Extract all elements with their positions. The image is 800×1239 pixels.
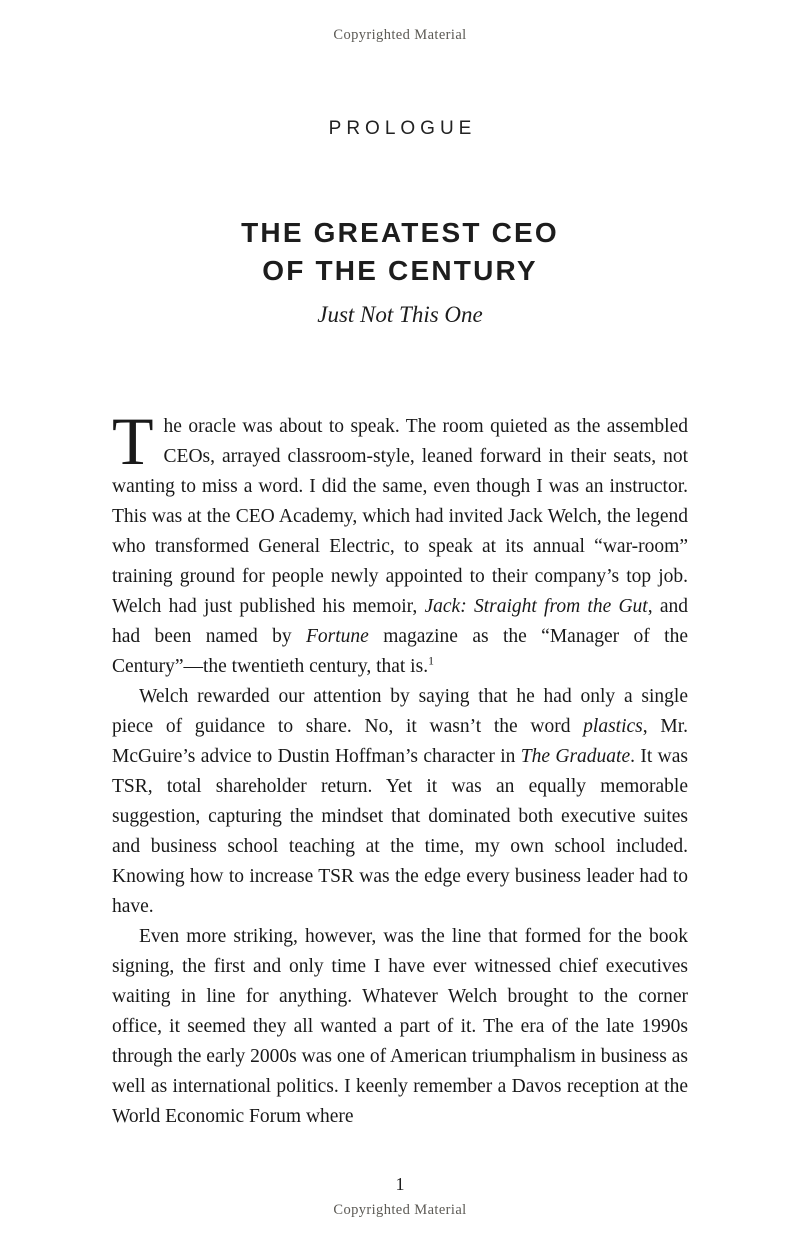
body-text-segment: Welch rewarded our attention by saying that he had only a single piece of guidance to share. No, it wasn’t the word	[112, 686, 688, 737]
body-text-segment: , Mr. McGuire’s advice to Dustin Hoffman’s character in	[112, 716, 688, 767]
italic-text: plastics	[583, 716, 643, 737]
body-text-segment: Even more striking, however, was the line that formed for the book signing, the first and only time I have ever witnessed chief executives waiting in line for anything. Whatever Welch brought to the corner office, it seemed they all wanted a part of it. The era of the late 1990s through the early 2000s was one of American triumphalism in business as well as international politics. I keenly remember a Davos reception at the World Economic Forum where	[112, 926, 688, 1127]
body-text-segment: magazine as the “Manager of the Century”—the twentieth century, that is.	[112, 626, 688, 677]
chapter-subtitle: Just Not This One	[317, 302, 483, 327]
chapter-title	[0, 214, 800, 290]
body-paragraph	[112, 403, 688, 682]
chapter-title-line2: OF THE CENTURY	[262, 255, 538, 286]
page-number: 1	[395, 1174, 405, 1194]
chapter-title-line1: THE GREATEST CEO	[241, 217, 559, 248]
italic-text: Fortune	[306, 626, 369, 647]
body-text	[112, 403, 688, 1132]
page-footer	[0, 1174, 800, 1219]
drop-cap: T	[112, 403, 154, 479]
body-text-segment: . It was TSR, total shareholder return. Yet it was an equally memorable suggestion, capturing the mindset that dominated both executive suites and business school teaching at the time, my own school included. Knowing how to increase TSR was the edge every business leader had to have.	[112, 746, 688, 917]
footnote-ref: 1	[428, 654, 434, 668]
body-text-segment: he oracle was about to speak. The room quieted as the assembled CEOs, arrayed classroom-style, leaned forward in their seats, not wanting to miss a word. I did the same, even though I was an instructor. This was at the CEO Academy, which had invited Jack Welch, the legend who transformed General Electric, to speak at its annual “war-room” training ground for people newly appointed to their company’s top job. Welch had just published his memoir,	[112, 416, 688, 617]
body-paragraph	[112, 922, 688, 1132]
copyright-notice-bottom: Copyrighted Material	[333, 1202, 467, 1218]
italic-text: Jack: Straight from the Gut	[424, 596, 648, 617]
body-paragraph	[112, 682, 688, 922]
copyright-notice-top: Copyrighted Material	[333, 27, 467, 43]
italic-text: The Graduate	[520, 746, 631, 767]
prologue-kicker: PROLOGUE	[328, 118, 477, 139]
body-text-segment: , and had been named by	[112, 596, 688, 647]
